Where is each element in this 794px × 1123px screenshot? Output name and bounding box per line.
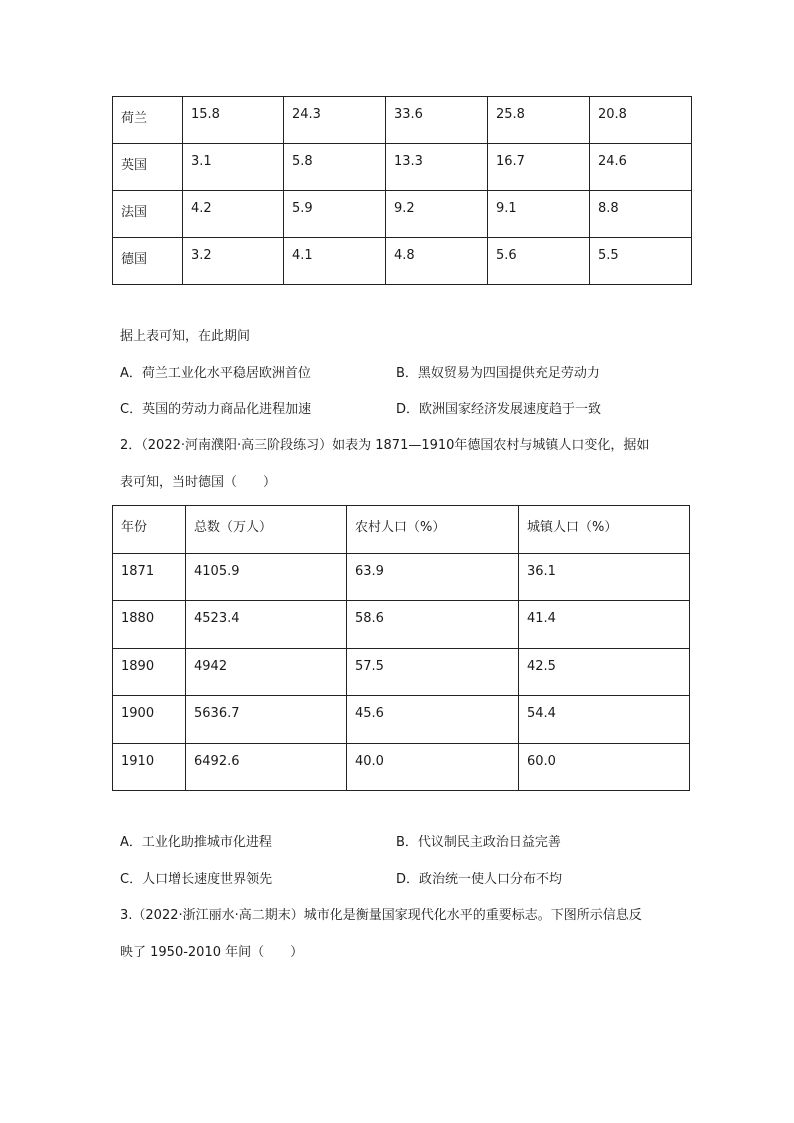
table-cell: 15.8 [183, 97, 284, 144]
table-cell: 54.4 [519, 696, 690, 744]
table-cell: 25.8 [488, 97, 590, 144]
table-cell: 8.8 [590, 191, 692, 238]
table-cell: 5.9 [284, 191, 386, 238]
q1-option-d: D．欧洲国家经济发展速度趋于一致 [396, 402, 602, 417]
table-cell: 41.4 [519, 601, 690, 649]
q2-option-d: D．政治统一使人口分布不均 [396, 872, 563, 887]
table-row [113, 743, 690, 791]
table-cell: 24.3 [284, 97, 386, 144]
table-cell: 13.3 [386, 144, 488, 191]
table-cell: 3.1 [183, 144, 284, 191]
question-3-stem-line1: 3.（2022·浙江丽水·高二期末）城市化是衡量国家现代化水平的重要标志。下图所示信息反 [120, 908, 642, 923]
table-cell: 45.6 [347, 696, 519, 744]
table-cell: 9.2 [386, 191, 488, 238]
table-cell: 63.9 [347, 553, 519, 601]
question-2-stem-line1: 2．（2022·河南濮阳·高三阶段练习）如表为 1871—1910年德国农村与城镇人口变化，据如 [120, 438, 650, 453]
table-cell: 24.6 [590, 144, 692, 191]
q2-option-c: C．人口增长速度世界领先 [120, 872, 273, 887]
table-cell: 6492.6 [186, 743, 347, 791]
table-cell: 42.5 [519, 648, 690, 696]
table-cell: 4523.4 [186, 601, 347, 649]
column-header: 总数（万人） [186, 506, 347, 554]
table-cell: 5.6 [488, 238, 590, 285]
table-cell: 1910 [113, 743, 186, 791]
table-row [113, 648, 690, 696]
q1-option-a: A．荷兰工业化水平稳居欧洲首位 [120, 366, 311, 381]
table-cell: 3.2 [183, 238, 284, 285]
table-cell: 40.0 [347, 743, 519, 791]
q2-option-b: B．代议制民主政治日益完善 [396, 835, 561, 850]
question-1-stem: 据上表可知，在此期间 [120, 329, 251, 344]
table-cell: 4.8 [386, 238, 488, 285]
table-cell: 德国 [113, 238, 183, 285]
table-row [113, 144, 692, 191]
table-row [113, 696, 690, 744]
table-row [113, 191, 692, 238]
column-header: 年份 [113, 506, 186, 554]
table-cell: 法国 [113, 191, 183, 238]
table-cell: 荷兰 [113, 97, 183, 144]
table-cell: 4105.9 [186, 553, 347, 601]
table-cell: 9.1 [488, 191, 590, 238]
table-cell: 58.6 [347, 601, 519, 649]
table-header-row [113, 506, 690, 554]
q1-option-b: B．黑奴贸易为四国提供充足劳动力 [396, 366, 600, 381]
table-cell: 4942 [186, 648, 347, 696]
q2-option-a: A．工业化助推城市化进程 [120, 835, 272, 850]
table-cell: 5636.7 [186, 696, 347, 744]
table-row [113, 601, 690, 649]
table-cell: 33.6 [386, 97, 488, 144]
table-cell: 1880 [113, 601, 186, 649]
column-header: 农村人口（%） [347, 506, 519, 554]
population-share-table [112, 96, 692, 285]
table-cell: 1871 [113, 553, 186, 601]
question-3-stem-line2: 映了 1950-2010 年间（ ） [120, 945, 304, 960]
table-cell: 5.8 [284, 144, 386, 191]
table-cell: 5.5 [590, 238, 692, 285]
table-cell: 36.1 [519, 553, 690, 601]
table-row [113, 553, 690, 601]
table-row [113, 238, 692, 285]
table-cell: 1900 [113, 696, 186, 744]
column-header: 城镇人口（%） [519, 506, 690, 554]
table-cell: 20.8 [590, 97, 692, 144]
table-cell: 4.1 [284, 238, 386, 285]
table-cell: 57.5 [347, 648, 519, 696]
table-cell: 1890 [113, 648, 186, 696]
q1-option-c: C．英国的劳动力商品化进程加速 [120, 402, 312, 417]
question-2-stem-line2: 表可知，当时德国（ ） [120, 475, 277, 490]
table-cell: 60.0 [519, 743, 690, 791]
germany-population-table [112, 505, 690, 791]
table-cell: 4.2 [183, 191, 284, 238]
table-row [113, 97, 692, 144]
table-cell: 英国 [113, 144, 183, 191]
table-cell: 16.7 [488, 144, 590, 191]
